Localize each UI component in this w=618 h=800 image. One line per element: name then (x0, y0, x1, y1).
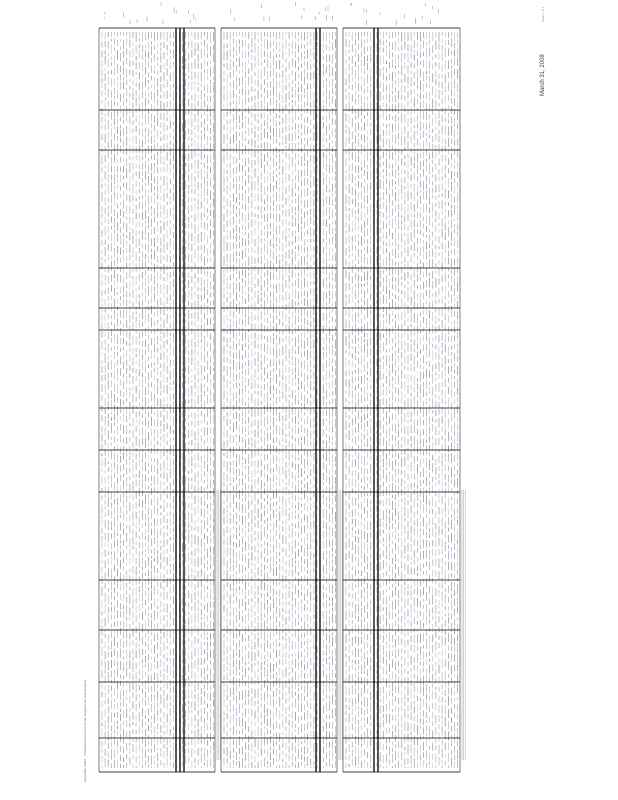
table-panel-2 (221, 2, 342, 772)
table-panel-1 (99, 2, 220, 772)
